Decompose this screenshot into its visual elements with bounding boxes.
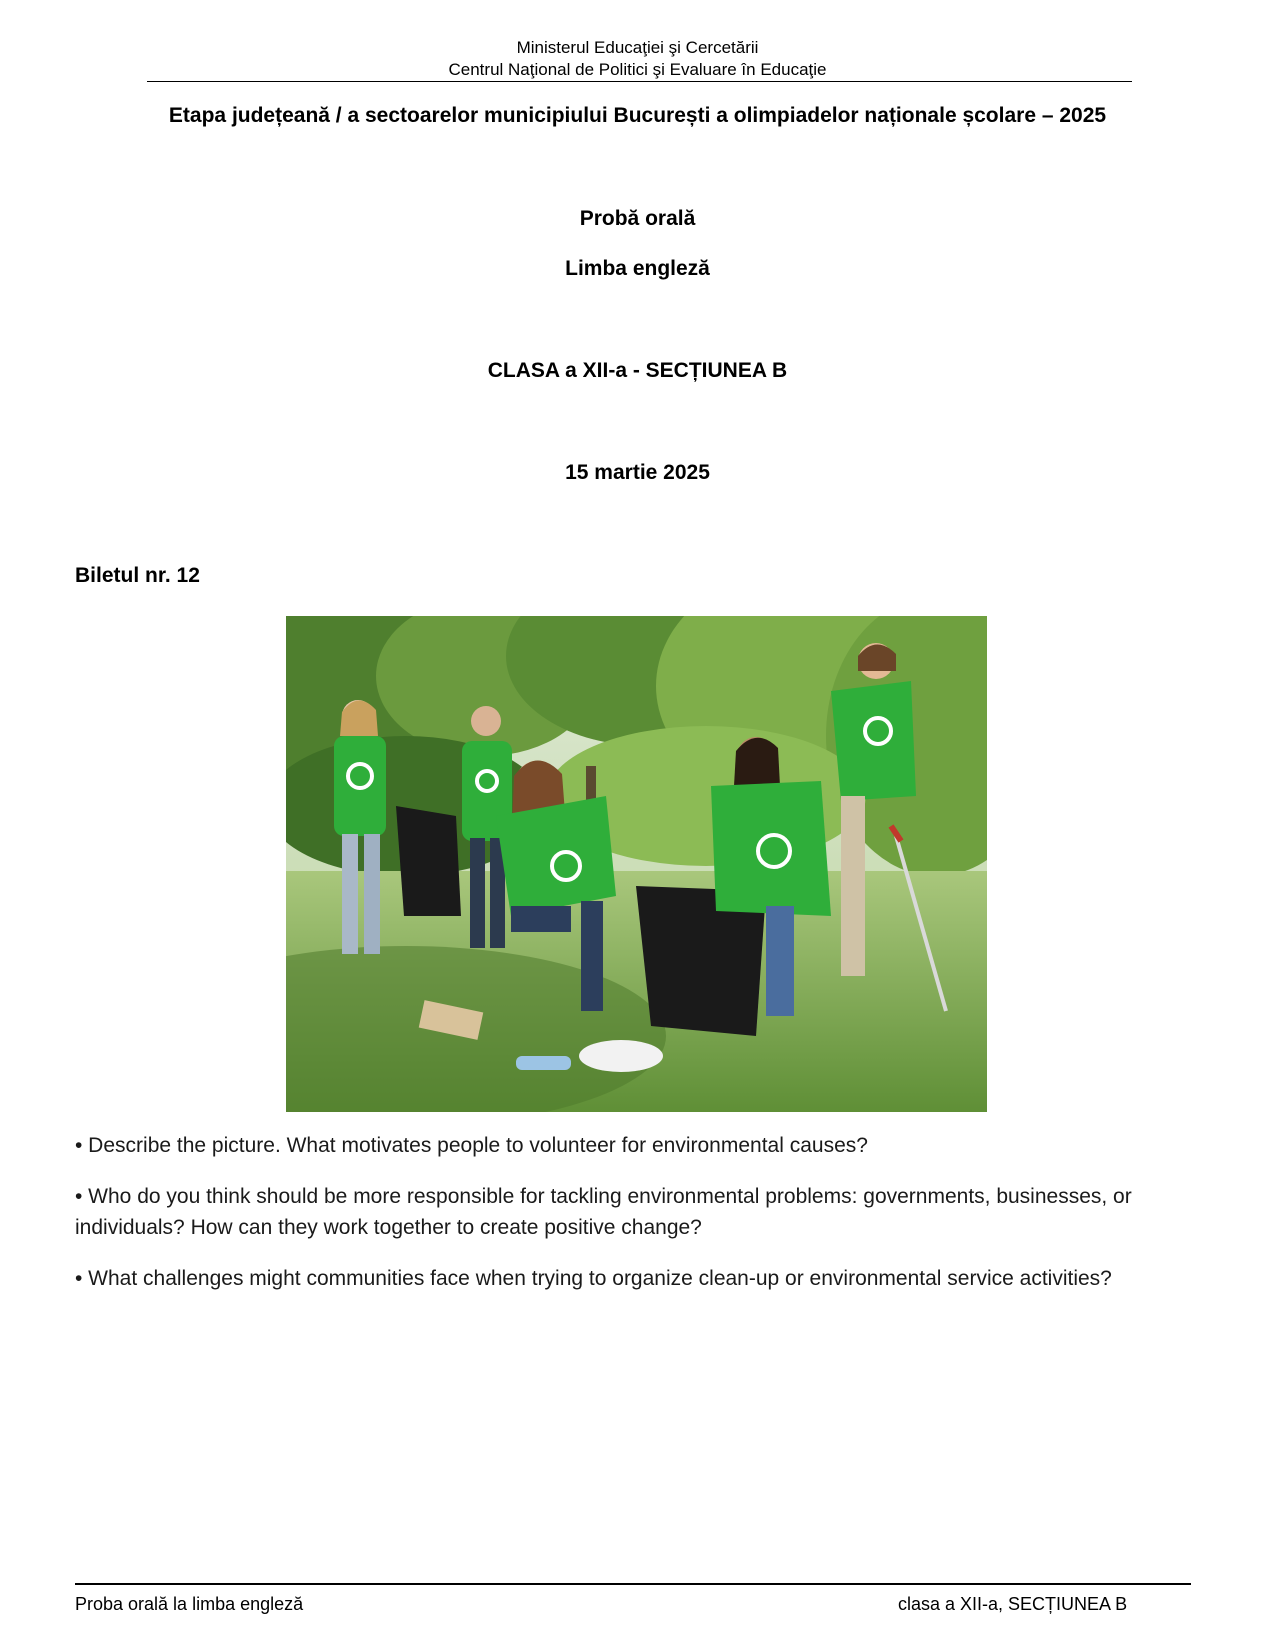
footer-divider (75, 1583, 1191, 1585)
trash-bag-left (396, 806, 461, 916)
exam-date: 15 martie 2025 (565, 461, 710, 484)
question-1: • Describe the picture. What motivates people to volunteer for environmental causes? (75, 1134, 868, 1157)
ticket-number: Biletul nr. 12 (75, 564, 200, 587)
header-divider (147, 81, 1132, 82)
footer-class-section: clasa a XII-a, SECȚIUNEA B (898, 1594, 1128, 1614)
question-2: • Who do you think should be more responsible for tackling environmental problems: governments, businesses, or individuals? How can they work together to create positive change? (75, 1185, 1132, 1239)
question-3: • What challenges might communities face when trying to organize clean-up or environmental service activities? (75, 1267, 1112, 1290)
exam-subject: Limba engleză (565, 257, 710, 280)
litter-bottle (516, 1056, 571, 1070)
footer-exam-name: Proba orală la limba engleză (75, 1594, 304, 1614)
header-ministry: Ministerul Educaţiei şi Cercetării (516, 38, 759, 57)
class-section: CLASA a XII-a - SECȚIUNEA B (487, 359, 788, 382)
exam-type: Probă orală (579, 207, 696, 230)
litter-plate (579, 1040, 663, 1072)
page-title: Etapa județeană / a sectoarelor municipiului București a olimpiadelor naționale școlare – 2025 (168, 104, 1107, 127)
header-center: Centrul Naţional de Politici şi Evaluare în Educaţie (448, 60, 827, 79)
volunteers-cleanup-photo (286, 616, 987, 1112)
